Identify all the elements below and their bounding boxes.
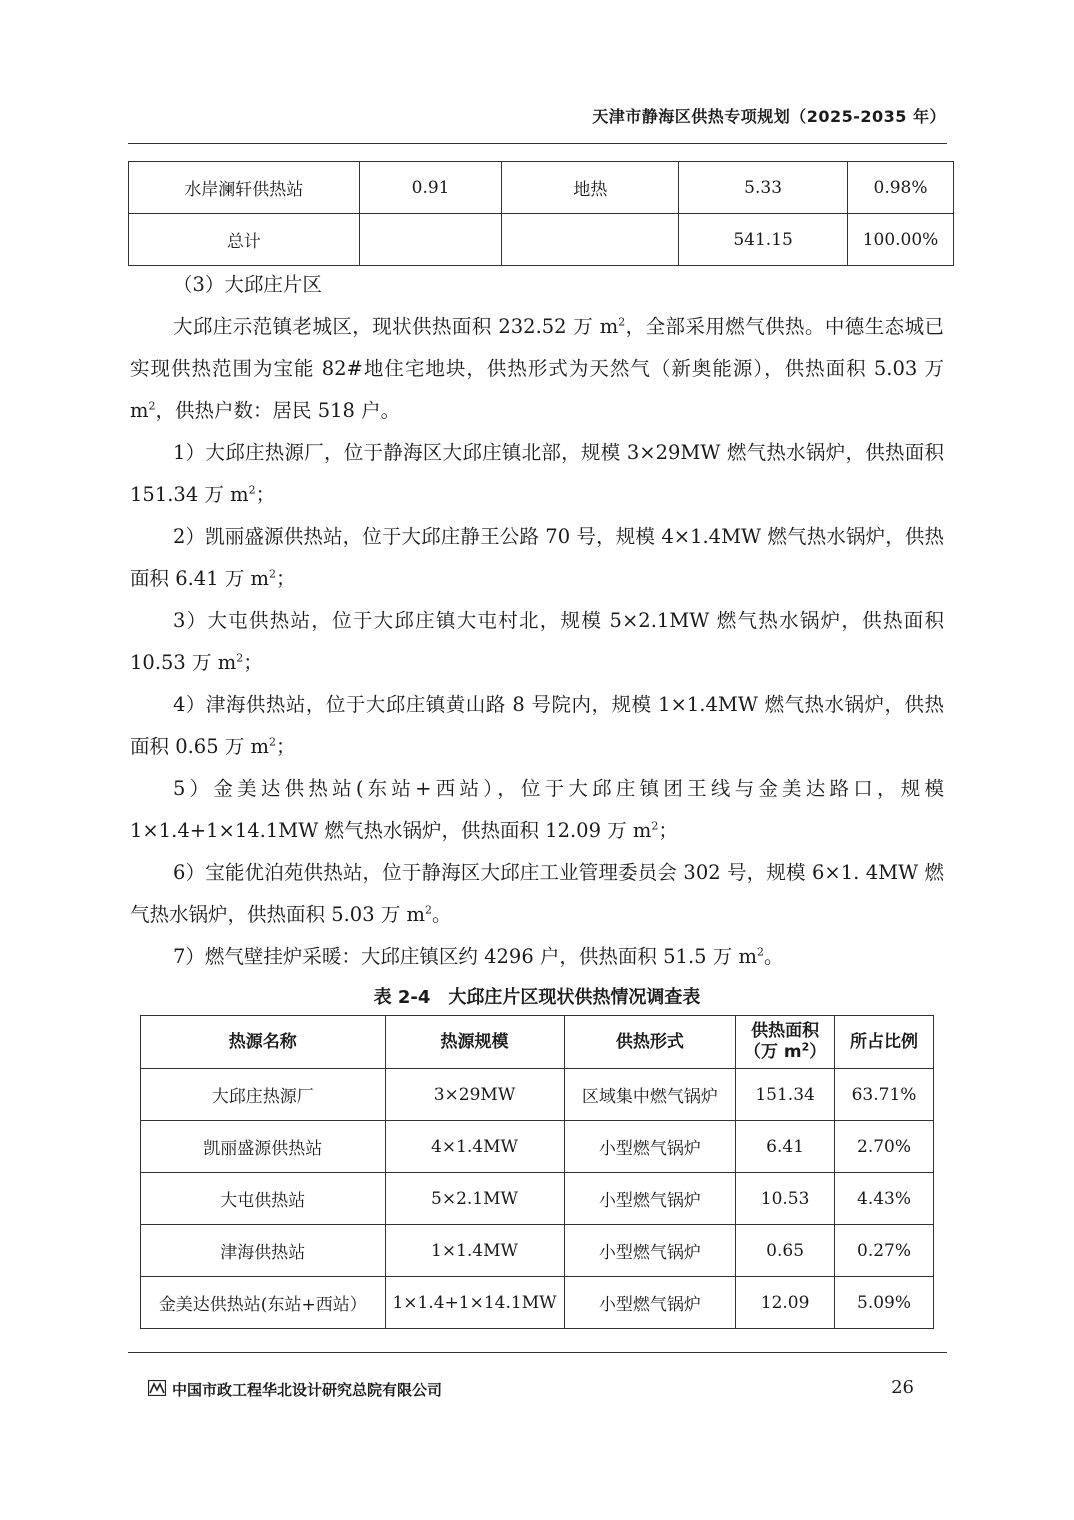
table-row xyxy=(141,1277,934,1329)
table-row xyxy=(141,1121,934,1173)
column-header: 所占比例 xyxy=(835,1016,934,1069)
table-row xyxy=(129,162,954,214)
table-cell: 3×29MW xyxy=(385,1069,564,1121)
heating-survey-table xyxy=(140,1015,934,1329)
table-row xyxy=(141,1069,934,1121)
table-caption: 表 2-4 大邱庄片区现状供热情况调查表 xyxy=(373,987,701,1008)
list-item: 1）大邱庄热源厂，位于静海区大邱庄镇北部，规模 3×29MW 燃气热水锅炉，供热面积 151.34 万 $m^2$； xyxy=(130,441,944,506)
table-cell: 总计 xyxy=(129,214,360,266)
table-row xyxy=(129,214,954,266)
table-cell: 0.65 xyxy=(736,1225,835,1277)
table-cell: 大邱庄热源厂 xyxy=(141,1069,386,1121)
table-cell: 63.71% xyxy=(835,1069,934,1121)
column-header: 供热形式 xyxy=(564,1016,736,1069)
table-cell: 100.00% xyxy=(848,214,954,266)
section-heading: （3）大邱庄片区 xyxy=(173,273,322,296)
table-cell: 小型燃气锅炉 xyxy=(564,1277,736,1329)
list-item: 7）燃气壁挂炉采暖：大邱庄镇区约 4296 户，供热面积 51.5 万 $m^2$。 xyxy=(173,945,784,968)
column-header: 热源名称 xyxy=(141,1016,386,1069)
table-cell: 5×2.1MW xyxy=(385,1173,564,1225)
table-cell: 1×1.4+1×14.1MW xyxy=(385,1277,564,1329)
table-cell: 6.41 xyxy=(736,1121,835,1173)
list-item: 3）大屯供热站，位于大邱庄镇大屯村北，规模 5×2.1MW 燃气热水锅炉，供热面积 10.53 万 $m^2$； xyxy=(130,609,944,674)
table-cell: 凯丽盛源供热站 xyxy=(141,1121,386,1173)
list-item: 2）凯丽盛源供热站，位于大邱庄静王公路 70 号，规模 4×1.4MW 燃气热水锅炉，供热面积 6.41 万 $m^2$； xyxy=(130,525,944,590)
continued-heating-table xyxy=(128,161,954,266)
column-header: 热源规模 xyxy=(385,1016,564,1069)
table-cell: 151.34 xyxy=(736,1069,835,1121)
table-cell: 10.53 xyxy=(736,1173,835,1225)
table-cell: 金美达供热站(东站+西站） xyxy=(141,1277,386,1329)
table-cell: 541.15 xyxy=(679,214,848,266)
table-row xyxy=(141,1173,934,1225)
table-cell: 0.27% xyxy=(835,1225,934,1277)
header-divider xyxy=(128,143,947,144)
section-intro-paragraph: 大邱庄示范镇老城区，现状供热面积 232.52 万 $m^2$，全部采用燃气供热。中德生态城已实现供热范围为宝能 82#地住宅地块，供热形式为天然气（新奥能源），供热面积 5.03 万 $m^2$，供热户数：居民 518 户。 xyxy=(130,315,944,422)
table-cell: 5.09% xyxy=(835,1277,934,1329)
company-logo-icon xyxy=(148,1380,166,1396)
table-cell: 水岸澜轩供热站 xyxy=(129,162,360,214)
list-item: 5）金美达供热站(东站+西站），位于大邱庄镇团王线与金美达路口，规模 1×1.4+1×14.1MW 燃气热水锅炉，供热面积 12.09 万 $m^2$； xyxy=(130,777,944,842)
table-cell: 5.33 xyxy=(679,162,848,214)
table-header-row xyxy=(141,1016,934,1069)
table-cell: 4×1.4MW xyxy=(385,1121,564,1173)
table-cell: 4.43% xyxy=(835,1173,934,1225)
table-cell: 2.70% xyxy=(835,1121,934,1173)
table-cell xyxy=(359,214,502,266)
table-cell: 小型燃气锅炉 xyxy=(564,1173,736,1225)
table-cell xyxy=(502,214,679,266)
table-cell: 地热 xyxy=(502,162,679,214)
table-cell: 小型燃气锅炉 xyxy=(564,1225,736,1277)
table-cell: 1×1.4MW xyxy=(385,1225,564,1277)
table-cell: 大屯供热站 xyxy=(141,1173,386,1225)
footer-divider xyxy=(128,1352,947,1353)
table-cell: 12.09 xyxy=(736,1277,835,1329)
table-cell: 0.98% xyxy=(848,162,954,214)
list-item: 4）津海供热站，位于大邱庄镇黄山路 8 号院内，规模 1×1.4MW 燃气热水锅炉，供热面积 0.65 万 $m^2$； xyxy=(130,693,944,758)
document-header-title: 天津市静海区供热专项规划（2025-2035 年） xyxy=(592,107,946,126)
section-body xyxy=(130,264,944,978)
table-cell: 津海供热站 xyxy=(141,1225,386,1277)
list-item: 6）宝能优泊苑供热站，位于静海区大邱庄工业管理委员会 302 号，规模 6×1. 4MW 燃气热水锅炉，供热面积 5.03 万 $m^2$。 xyxy=(130,861,944,926)
table-cell: 小型燃气锅炉 xyxy=(564,1121,736,1173)
footer-company-name: 中国市政工程华北设计研究总院有限公司 xyxy=(172,1381,443,1399)
page-number: 26 xyxy=(891,1377,914,1398)
table-cell: 0.91 xyxy=(359,162,502,214)
table-row xyxy=(141,1225,934,1277)
table-cell: 区域集中燃气锅炉 xyxy=(564,1069,736,1121)
column-header: 供热面积 （万 $m^2$） xyxy=(736,1016,835,1069)
